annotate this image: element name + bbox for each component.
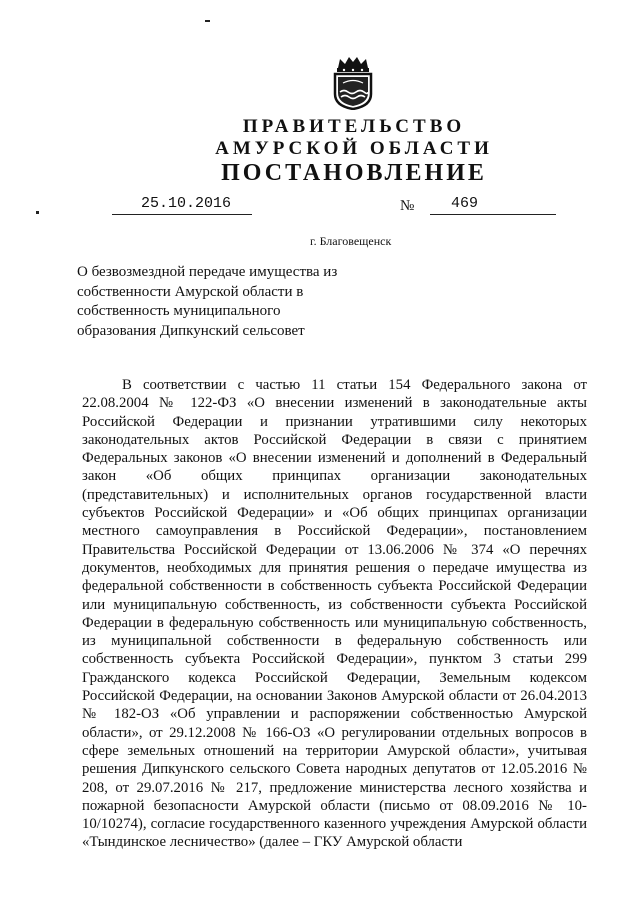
body-paragraph: В соответствии с частью 11 статьи 154 Федерального закона от 22.08.2004 № 122-ФЗ «О внесении изменений в законодательные акты Российской Федерации и признании утратившими силу некоторых законодательных актов Российской Федерации в связи с принятием Федеральных законов «О внесении изменений и дополнений в Федеральный закон «Об общих принципах организации законодательных (представительных) и исполнительных органов государственной власти субъектов Российской Федерации» и «Об общих принципах организации местного самоуправления в Российской Федерации», постановлением Правительства Российской Федерации от 13.06.2006 № 374 «О перечнях документов, необходимых для принятия решения о передаче имущества из федеральной собственности в собственность субъекта Российской Федерации или муниципальную собственность, из собственности субъекта Российской Федерации в федеральную собственность или муниципальную собственность, из муниципальной собственности в федеральную собственность или собственность субъекта Российской Федерации», пунктом 3 статьи 299 Гражданского кодекса Российской Федерации, Земельным кодексом Российской Федерации, на основании Законов Амурской области от 26.04.2013 № 182-ОЗ «Об управлении и распоряжении собственностью Амурской области», от 29.12.2008 № 166-ОЗ «О регулировании отдельных вопросов в сфере земельных отношений на территории Амурской области», учитывая решения Дипкунского сельского Совета народных депутатов от 12.05.2016 № 208, от 29.07.2016 № 217, предложение министерства лесного хозяйства и пожарной безопасности Амурской области (письмо от 08.09.2016 № 10-10/10274), согласие государственного казенного учреждения Амурской области «Тындинское лесничество» (далее – ГКУ Амурской области: [82, 377, 587, 851]
document-date: 25.10.2016: [141, 195, 232, 212]
number-sign: №: [400, 198, 415, 214]
number-underline: [430, 214, 556, 215]
date-underline: [112, 214, 252, 215]
scan-speck: [205, 20, 210, 22]
org-name-line2: АМУРСКОЙ ОБЛАСТИ: [215, 138, 493, 159]
document-type-title: ПОСТАНОВЛЕНИЕ: [221, 160, 487, 186]
document-number: 469: [451, 195, 479, 212]
coat-of-arms-icon: [330, 56, 376, 110]
document-subject: О безвозмездной передаче имущества из собственности Амурской области в собственность муниципального образования Дипкунский сельсовет: [77, 264, 338, 339]
city-name: г. Благовещенск: [310, 234, 392, 248]
org-name-line1: ПРАВИТЕЛЬСТВО: [242, 116, 466, 137]
scan-speck: [36, 211, 39, 214]
